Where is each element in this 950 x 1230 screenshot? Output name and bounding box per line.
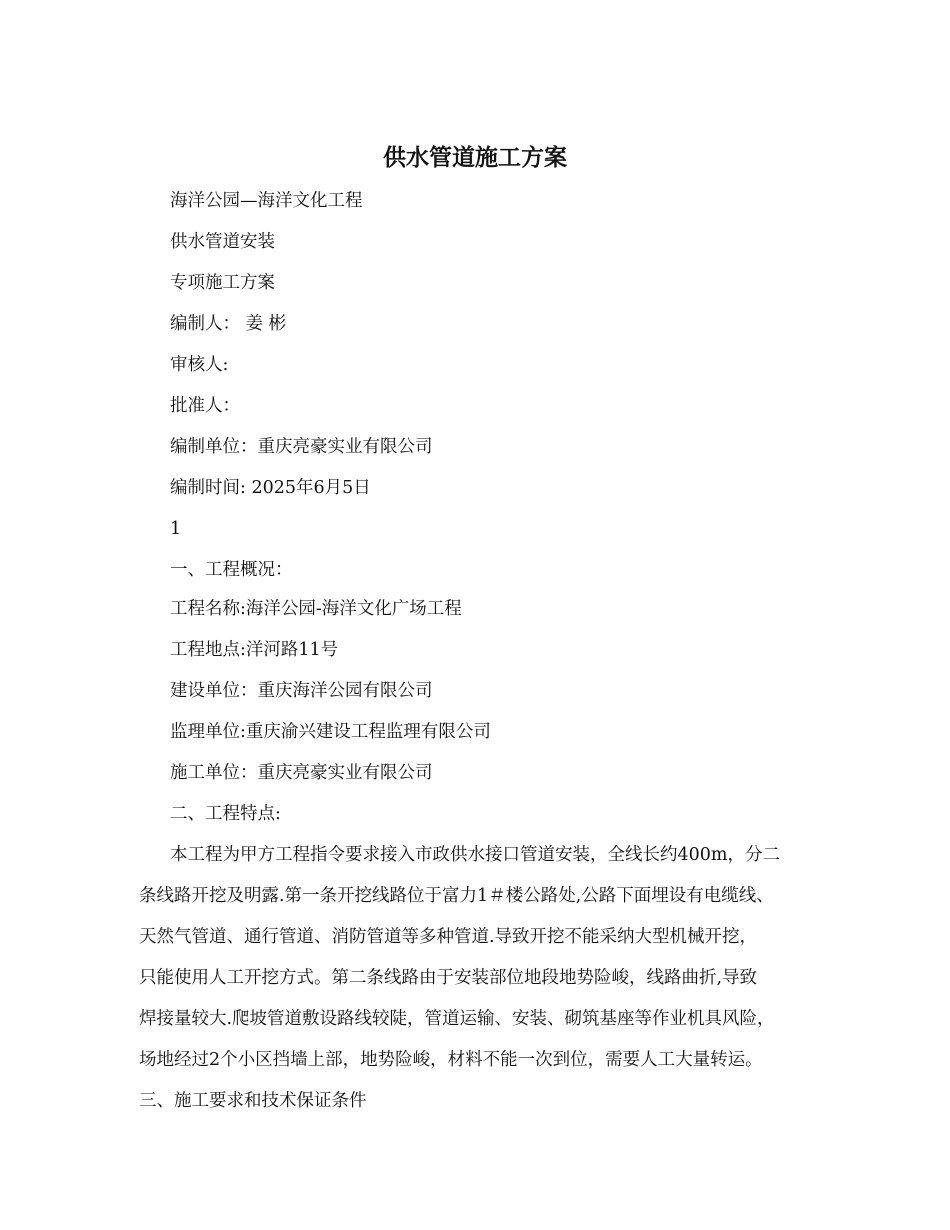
section2-paragraph-line: 焊接量较大.爬坡管道敷设路线较陡，管道运输、安装、砌筑基座等作业机具风险，: [139, 1009, 775, 1029]
section2-heading: 二、工程特点:: [170, 804, 281, 824]
project-name-line: 海洋公园—海洋文化工程: [170, 191, 363, 211]
reviewer-line: 审核人:: [170, 355, 229, 375]
subject-line: 供水管道安装: [170, 232, 275, 252]
section1-item-owner: 建设单位：重庆海洋公园有限公司: [170, 681, 433, 701]
section2-paragraph-line: 只能使用人工开挖方式。第二条线路由于安装部位地段地势险峻，线路曲折,导致: [139, 968, 758, 988]
section1-item-location: 工程地点:洋河路11号: [170, 640, 339, 660]
organization-line: 编制单位：重庆亮豪实业有限公司: [170, 437, 433, 457]
section2-paragraph-line: 场地经过2个小区挡墙上部，地势险峻，材料不能一次到位，需要人工大量转运。: [139, 1050, 763, 1070]
section2-paragraph-line: 条线路开挖及明露.第一条开挖线路位于富力1＃楼公路处,公路下面埋设有电缆线、: [139, 886, 774, 906]
section2-paragraph-line: 本工程为甲方工程指令要求接入市政供水接口管道安装，全线长约400m，分二: [170, 845, 780, 865]
section1-item-contractor: 施工单位：重庆亮豪实业有限公司: [170, 763, 433, 783]
section1-item-supervisor: 监理单位:重庆渝兴建设工程监理有限公司: [170, 722, 491, 742]
section3-heading: 三、施工要求和技术保证条件: [139, 1091, 367, 1111]
document-title: 供水管道施工方案: [383, 144, 567, 171]
section1-item-name: 工程名称:海洋公园-海洋文化广场工程: [170, 599, 462, 619]
section2-paragraph-line: 天然气管道、通行管道、消防管道等多种管道.导致开挖不能采纳大型机械开挖，: [139, 927, 758, 947]
page-number: 1: [170, 519, 182, 539]
plan-type-line: 专项施工方案: [170, 273, 275, 293]
date-line: 编制时间: 2025年6月5日: [170, 478, 371, 498]
author-line: 编制人： 姜 彬: [170, 314, 287, 334]
section1-heading: 一、工程概况：: [170, 560, 293, 580]
approver-line: 批准人：: [170, 396, 240, 416]
